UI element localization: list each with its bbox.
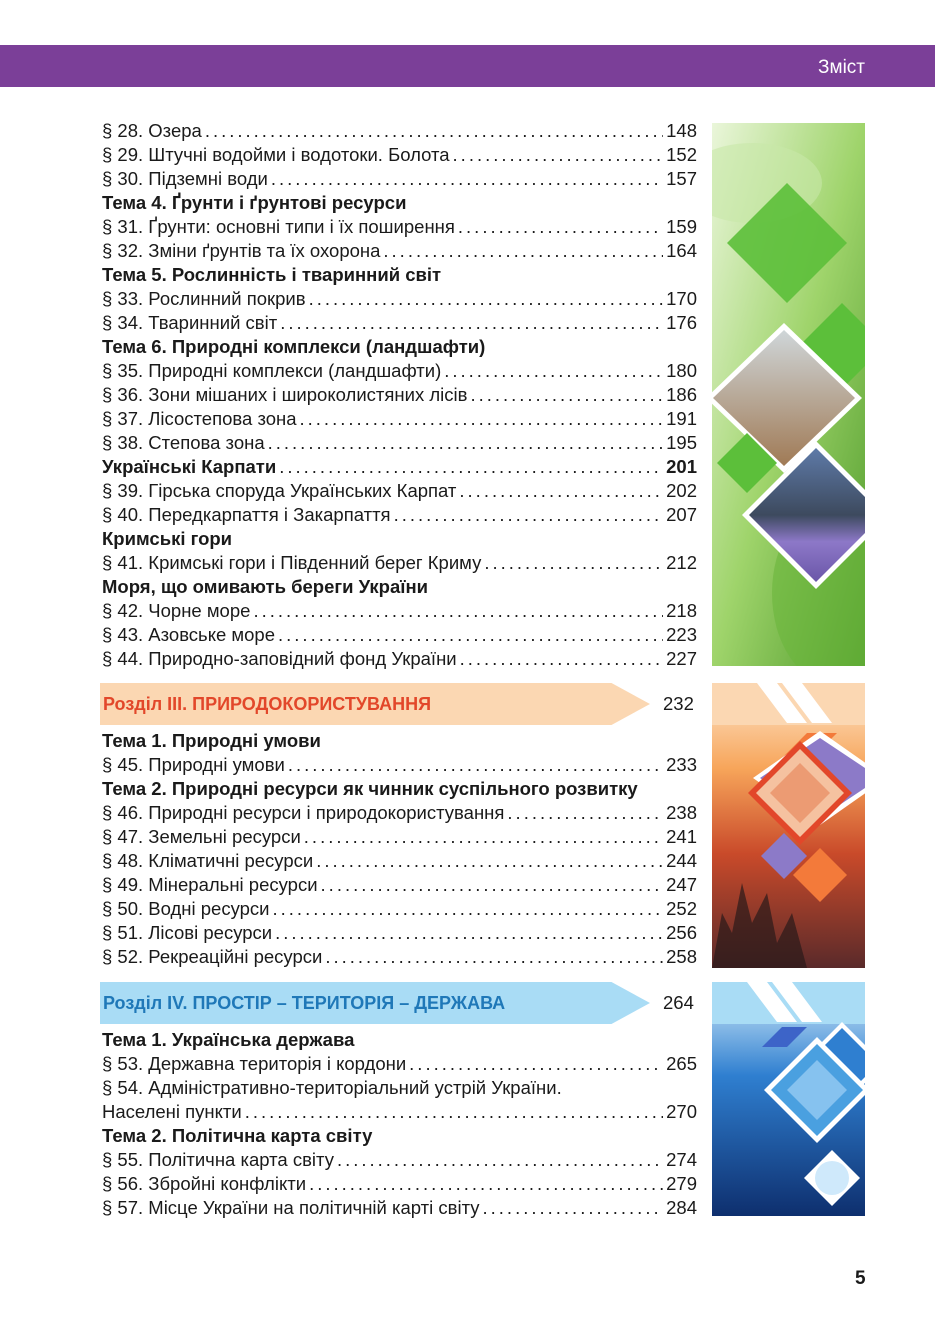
toc-entry-page: 227 [666,648,697,669]
toc-leader-dots [304,825,663,849]
toc-entry-page: 284 [666,1197,697,1218]
toc-entry-page: 157 [666,168,697,189]
toc-entry[interactable] [102,503,697,527]
toc-entry[interactable] [102,921,697,945]
toc-leader-dots [460,647,664,671]
page-number: 5 [855,1268,866,1289]
toc-topic-heading [102,335,697,359]
toc-entry-title: § 41. Кримські гори і Південний берег Криму [102,552,482,573]
toc-entry-title: § 34. Тваринний світ [102,312,278,333]
toc-entry-title: Тема 5. Рослинність і тваринний світ [102,264,442,285]
toc-entry-page: 247 [666,874,697,895]
toc-entry-title: § 32. Зміни ґрунтів та їх охорона [102,240,381,261]
toc-entry-title: § 43. Азовське море [102,624,276,645]
toc-leader-dots [253,599,663,623]
toc-entry-title: § 30. Підземні води [102,168,268,189]
toc-entry-page: 252 [666,898,697,919]
toc-entry[interactable] [102,623,697,647]
toc-entry-title: § 29. Штучні водойми і водотоки. Болота [102,144,450,165]
toc-entry-title: § 51. Лісові ресурси [102,922,273,943]
toc-topic-heading [102,1028,697,1052]
toc-entry[interactable] [102,599,697,623]
toc-entry[interactable] [102,383,697,407]
toc-leader-dots [309,287,664,311]
toc-leader-dots [458,215,663,239]
toc-entry-page: 218 [666,600,697,621]
toc-entry[interactable] [102,215,697,239]
toc-entry-title: Моря, що омивають береги України [102,576,429,597]
toc-leader-dots [309,1172,663,1196]
toc-leader-dots [278,623,663,647]
toc-topic-heading [102,191,697,215]
toc-entry-page: 180 [666,360,697,381]
toc-leader-dots [279,455,663,479]
toc-entry[interactable] [102,359,697,383]
toc-entry-title: § 56. Збройні конфлікти [102,1173,307,1194]
toc-block-1 [102,119,697,671]
toc-entry[interactable] [102,801,697,825]
toc-entry-title: § 28. Озера [102,120,202,141]
toc-entry-title: § 33. Рослинний покрив [102,288,306,309]
toc-leader-dots [300,407,664,431]
toc-topic-heading [102,575,697,599]
toc-entry[interactable] [102,551,697,575]
header-bar [0,45,935,87]
section-4-band [100,982,650,1024]
section-4-title: Розділ ІV. ПРОСТІР – ТЕРИТОРІЯ – ДЕРЖАВА [103,993,506,1013]
toc-entry-page: 152 [666,144,697,165]
toc-entry-title: § 55. Політична карта світу [102,1149,334,1170]
toc-entry[interactable] [102,479,697,503]
toc-entry-title: § 49. Мінеральні ресурси [102,874,318,895]
toc-leader-dots [484,551,663,575]
toc-entry[interactable] [102,431,697,455]
toc-entry-page: 164 [666,240,697,261]
toc-entry-title: Тема 1. Українська держава [102,1029,355,1050]
toc-entry-title: § 48. Кліматичні ресурси [102,850,314,871]
toc-entry[interactable] [102,119,697,143]
toc-entry[interactable] [102,1052,697,1076]
toc-entry-title: § 37. Лісостепова зона [102,408,297,429]
toc-leader-dots [271,167,663,191]
toc-entry-title: § 52. Рекреаційні ресурси [102,946,323,967]
toc-entry-page: 159 [666,216,697,237]
section-4-page: 264 [663,992,694,1013]
toc-entry-title: § 31. Ґрунти: основні типи і їх поширення [102,216,455,237]
toc-entry-page: 202 [666,480,697,501]
toc-entry-title: § 42. Чорне море [102,600,251,621]
toc-entry[interactable] [102,311,697,335]
toc-entry-page: 186 [666,384,697,405]
toc-leader-dots [337,1148,663,1172]
toc-leader-dots [453,143,664,167]
toc-leader-dots [394,503,664,527]
toc-entry-title: § 40. Передкарпаття і Закарпаття [102,504,391,525]
toc-leader-dots [316,849,663,873]
toc-entry-title: § 53. Державна територія і кордони [102,1053,407,1074]
toc-entry-page: 265 [666,1053,697,1074]
toc-entry-title: Тема 2. Природні ресурси як чинник суспільного розвитку [102,778,638,799]
blue-ornament-icon [712,982,865,1216]
toc-leader-dots [245,1100,663,1124]
toc-entry-page: 191 [666,408,697,429]
toc-topic-heading [102,1124,697,1148]
toc-entry-title: § 46. Природні ресурси і природокористування [102,802,505,823]
toc-entry[interactable] [102,945,697,969]
toc-entry[interactable] [102,1196,697,1220]
toc-leader-dots [383,239,663,263]
toc-entry[interactable] [102,239,697,263]
toc-entry-page: 258 [666,946,697,967]
toc-entry[interactable] [102,143,697,167]
toc-entry-page: 170 [666,288,697,309]
toc-entry[interactable] [102,849,697,873]
toc-entry-title: § 47. Земельні ресурси [102,826,301,847]
toc-leader-dots [275,921,663,945]
toc-leader-dots [470,383,663,407]
section-3-band [100,683,650,725]
toc-entry-title: § 38. Степова зона [102,432,265,453]
toc-leader-dots [507,801,663,825]
toc-block-2 [102,729,697,969]
toc-leader-dots [273,897,664,921]
toc-entry-page: 223 [666,624,697,645]
toc-entry-page: 148 [666,120,697,141]
toc-entry[interactable] [102,407,697,431]
toc-entry-title: § 45. Природні умови [102,754,285,775]
toc-block-3 [102,1028,697,1220]
toc-leader-dots [459,479,663,503]
toc-entry-title: Тема 1. Природні умови [102,730,321,751]
toc-entry-page: 233 [666,754,697,775]
toc-entry[interactable] [102,1100,697,1124]
nature-decoration-image [712,123,865,666]
toc-entry[interactable] [102,753,697,777]
toc-entry-page: 279 [666,1173,697,1194]
toc-entry-page: 238 [666,802,697,823]
toc-leader-dots [268,431,664,455]
toc-entry-page: 274 [666,1149,697,1170]
toc-entry-page: 244 [666,850,697,871]
toc-entry-title: § 44. Природно-заповідний фонд України [102,648,457,669]
toc-entry-title: § 57. Місце України на політичній карті світу [102,1197,480,1218]
toc-entry[interactable] [102,873,697,897]
toc-leader-dots [280,311,663,335]
blue-decoration-image [712,982,865,1216]
nature-collage-icon [712,123,865,666]
toc-entry [102,1076,697,1100]
toc-entry-page: 207 [666,504,697,525]
toc-entry-title: Тема 2. Політична карта світу [102,1125,373,1146]
toc-entry-title: § 50. Водні ресурси [102,898,270,919]
toc-entry-page: 212 [666,552,697,573]
toc-topic-heading [102,777,697,801]
section-3-title: Розділ ІІІ. ПРИРОДОКОРИСТУВАННЯ [103,694,432,714]
toc-entry[interactable] [102,287,697,311]
ornament-collage-icon [712,683,865,968]
toc-entry-title: Населені пункти [102,1101,242,1122]
toc-entry-title: Тема 6. Природні комплекси (ландшафти) [102,336,486,357]
header-title: Зміст [818,57,865,78]
toc-entry-title: § 39. Гірська споруда Українських Карпат [102,480,457,501]
toc-entry-title: § 36. Зони мішаних і широколистяних лісів [102,384,468,405]
toc-entry[interactable] [102,455,697,479]
toc-entry-page: 256 [666,922,697,943]
toc-entry-title: § 35. Природні комплекси (ландшафти) [102,360,442,381]
toc-entry-page: 241 [666,826,697,847]
toc-entry-page: 270 [666,1101,697,1122]
toc-leader-dots [205,119,663,143]
toc-entry-title: Тема 4. Ґрунти і ґрунтові ресурси [102,192,407,213]
toc-entry-page: 195 [666,432,697,453]
toc-leader-dots [483,1196,664,1220]
toc-entry[interactable] [102,167,697,191]
toc-entry[interactable] [102,1172,697,1196]
toc-topic-heading [102,729,697,753]
toc-entry-title: § 54. Адміністративно-територіальний устрій України. [102,1077,562,1098]
toc-entry[interactable] [102,647,697,671]
toc-entry[interactable] [102,825,697,849]
sunset-decoration-image [712,683,865,968]
toc-leader-dots [321,873,664,897]
toc-topic-heading [102,263,697,287]
toc-topic-heading [102,527,697,551]
section-3-page: 232 [663,693,694,714]
toc-entry[interactable] [102,1148,697,1172]
toc-leader-dots [325,945,663,969]
toc-leader-dots [288,753,663,777]
toc-entry[interactable] [102,897,697,921]
toc-leader-dots [409,1052,663,1076]
toc-entry-page: 176 [666,312,697,333]
toc-leader-dots [444,359,663,383]
toc-entry-page: 201 [666,456,697,477]
toc-entry-title: Українські Карпати [102,456,277,477]
toc-entry-title: Кримські гори [102,528,233,549]
